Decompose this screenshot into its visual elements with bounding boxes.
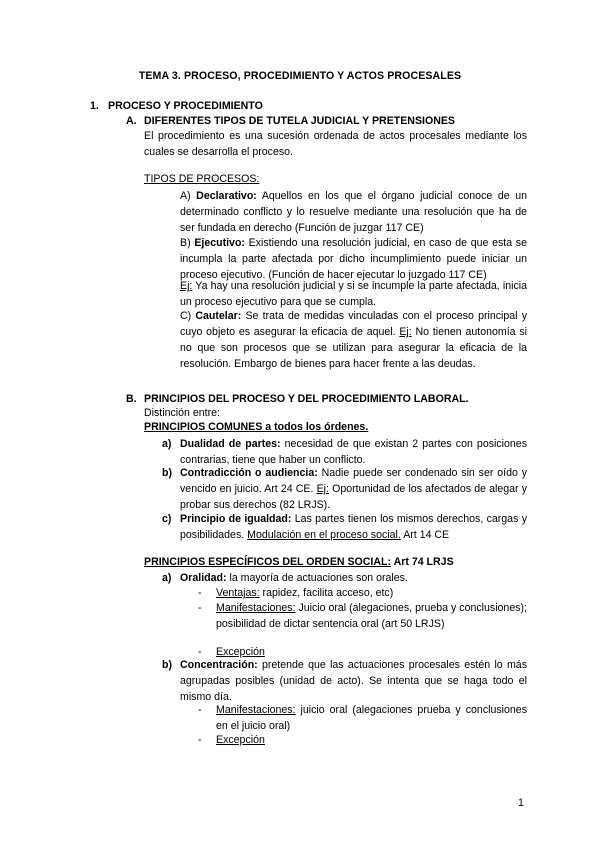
- concentracion-dash-2: -: [198, 734, 202, 746]
- concentracion-marker: b): [162, 659, 172, 671]
- section-1-heading: PROCESO Y PROCEDIMIENTO: [108, 100, 263, 112]
- oralidad-marker: a): [162, 572, 172, 584]
- concentracion-manifestaciones: [216, 702, 527, 734]
- tipo-cautelar: [180, 308, 527, 372]
- especificos-heading-line: [144, 556, 454, 568]
- tipo-a-text: Aquellos en los que el órgano judicial conoce de un determinado conflicto y lo resuelve mediante una resolución que ha de ser fundada en derecho (Función de juzgar 117 CE): [180, 190, 527, 234]
- comun-a-term: Dualidad de partes:: [180, 438, 281, 450]
- oralidad-text: la mayoría de actuaciones son orales.: [226, 572, 408, 584]
- section-a-heading: DIFERENTES TIPOS DE TUTELA JUDICIAL Y PRETENSIONES: [144, 115, 455, 127]
- oralidad-manif-label: Manifestaciones:: [216, 602, 296, 614]
- distincion-text: Distinción entre:: [144, 407, 220, 419]
- page-title: TEMA 3. PROCESO, PROCEDIMIENTO Y ACTOS PROCESALES: [138, 70, 462, 82]
- oralidad-excepcion: Excepción: [216, 646, 265, 658]
- comun-c-term: Principio de igualdad:: [180, 513, 292, 525]
- tipo-b-ej-text: Ya hay una resolución judicial y si se incumple la parte afectada, inicia un proceso ejecutivo para que se cumpla.: [180, 280, 527, 308]
- section-b-heading: PRINCIPIOS DEL PROCESO Y DEL PROCEDIMIENTO LABORAL.: [144, 393, 469, 405]
- tipo-c-prefix: C): [180, 310, 196, 322]
- tipo-declarativo: [180, 188, 527, 236]
- comun-c-marker: c): [162, 513, 172, 525]
- comun-igualdad: [180, 511, 527, 543]
- oralidad-dash-1: -: [198, 587, 202, 599]
- comun-dualidad: [180, 436, 527, 468]
- section-a-intro: El procedimiento es una sucesión ordenada de actos procesales mediante los cuales se desarrolla el proceso.: [144, 130, 527, 158]
- comun-c-text2: Art 14 CE: [400, 529, 450, 541]
- tipo-b-term: Ejecutivo:: [194, 237, 245, 249]
- tipo-c-ej: Ej:: [399, 326, 412, 338]
- oralidad-ventajas-label: Ventajas:: [216, 587, 260, 599]
- tipo-a-prefix: A): [180, 190, 197, 202]
- especificos-heading: PRINCIPIOS ESPECÍFICOS DEL ORDEN SOCIAL:: [144, 556, 392, 568]
- tipo-ejecutivo: [180, 235, 527, 283]
- comun-a-text: necesidad de que existan 2 partes con posiciones contrarias, tiene que haber un conflicto.: [180, 438, 527, 466]
- section-1-number: 1.: [90, 100, 99, 112]
- section-a-letter: A.: [126, 115, 137, 127]
- tipo-c-term: Cautelar:: [195, 310, 242, 322]
- concentracion-manif-text: juicio oral (alegaciones prueba y conclusiones en el juicio oral): [216, 704, 527, 732]
- tipo-b-prefix: B): [180, 237, 195, 249]
- tipo-b-ej: Ej:: [180, 280, 193, 292]
- oralidad-dash-3: -: [198, 646, 202, 658]
- oralidad-manif-text: Juicio oral (alegaciones, prueba y conclusiones); posibilidad de dictar sentencia oral (art 50 LRJS): [216, 602, 527, 630]
- especificos-ref: Art 74 LRJS: [391, 556, 454, 568]
- tipo-b-text: Existiendo una resolución judicial, en caso de que esta se incumpla la parte afectada por dicho incumplimiento puede iniciar un proceso ejecutivo. (Función de hacer ejecutar lo juzgado 117 CE): [180, 237, 528, 281]
- comun-a-marker: a): [162, 438, 172, 450]
- comun-contradiccion: [180, 465, 527, 513]
- concentracion-manif-label: Manifestaciones:: [216, 704, 296, 716]
- oralidad-ventajas: [216, 585, 527, 601]
- concentracion-excepcion: Excepción: [216, 734, 265, 746]
- tipo-ejecutivo-ejemplo: [180, 278, 527, 310]
- oralidad-manifestaciones: [216, 600, 527, 632]
- comunes-heading: PRINCIPIOS COMUNES a todos los órdenes.: [144, 421, 369, 433]
- comun-b-text2: Oportunidad de los afectados de alegar y probar sus derechos (82 LRJS).: [180, 483, 527, 511]
- comun-c-text1: Las partes tienen los mismos derechos, cargas y posibilidades.: [180, 513, 527, 541]
- tipo-c-text1: Se trata de medidas vinculadas con el proceso principal y cuyo objeto es asegurar la eficacia de aquel.: [180, 310, 528, 338]
- page-number: 1: [518, 797, 524, 809]
- concentracion-dash-1: -: [198, 704, 202, 716]
- tipo-a-term: Declarativo:: [196, 190, 257, 202]
- oralidad-line: [180, 572, 408, 584]
- comun-b-text1: Nadie puede ser condenado sin ser oído y vencido en juicio. Art 24 CE.: [180, 467, 527, 495]
- oralidad-ventajas-text: rapidez, facilita acceso, etc): [259, 587, 394, 599]
- comun-b-term: Contradicción o audiencia:: [180, 467, 318, 479]
- concentracion-text: pretende que las actuaciones procesales estén lo más agrupadas posibles (unidad de acto). Se intenta que se haga todo el mismo día.: [180, 659, 527, 703]
- comun-b-marker: b): [162, 467, 172, 479]
- concentracion-text-block: [180, 657, 527, 705]
- comun-b-ej: Ej:: [316, 483, 329, 495]
- oralidad-dash-2: -: [198, 602, 202, 614]
- section-b-letter: B.: [126, 393, 137, 405]
- concentracion-term: Concentración:: [180, 659, 258, 671]
- tipo-c-text2: No tienen autonomía si no que son procesos que se utilizan para asegurar la eficacia de la resolución. Embargo de bienes para hacer frente a las deudas.: [180, 326, 527, 370]
- comun-c-mod: Modulación en el proceso social.: [247, 529, 401, 541]
- tipos-heading: TIPOS DE PROCESOS:: [144, 173, 260, 185]
- oralidad-term: Oralidad:: [180, 572, 227, 584]
